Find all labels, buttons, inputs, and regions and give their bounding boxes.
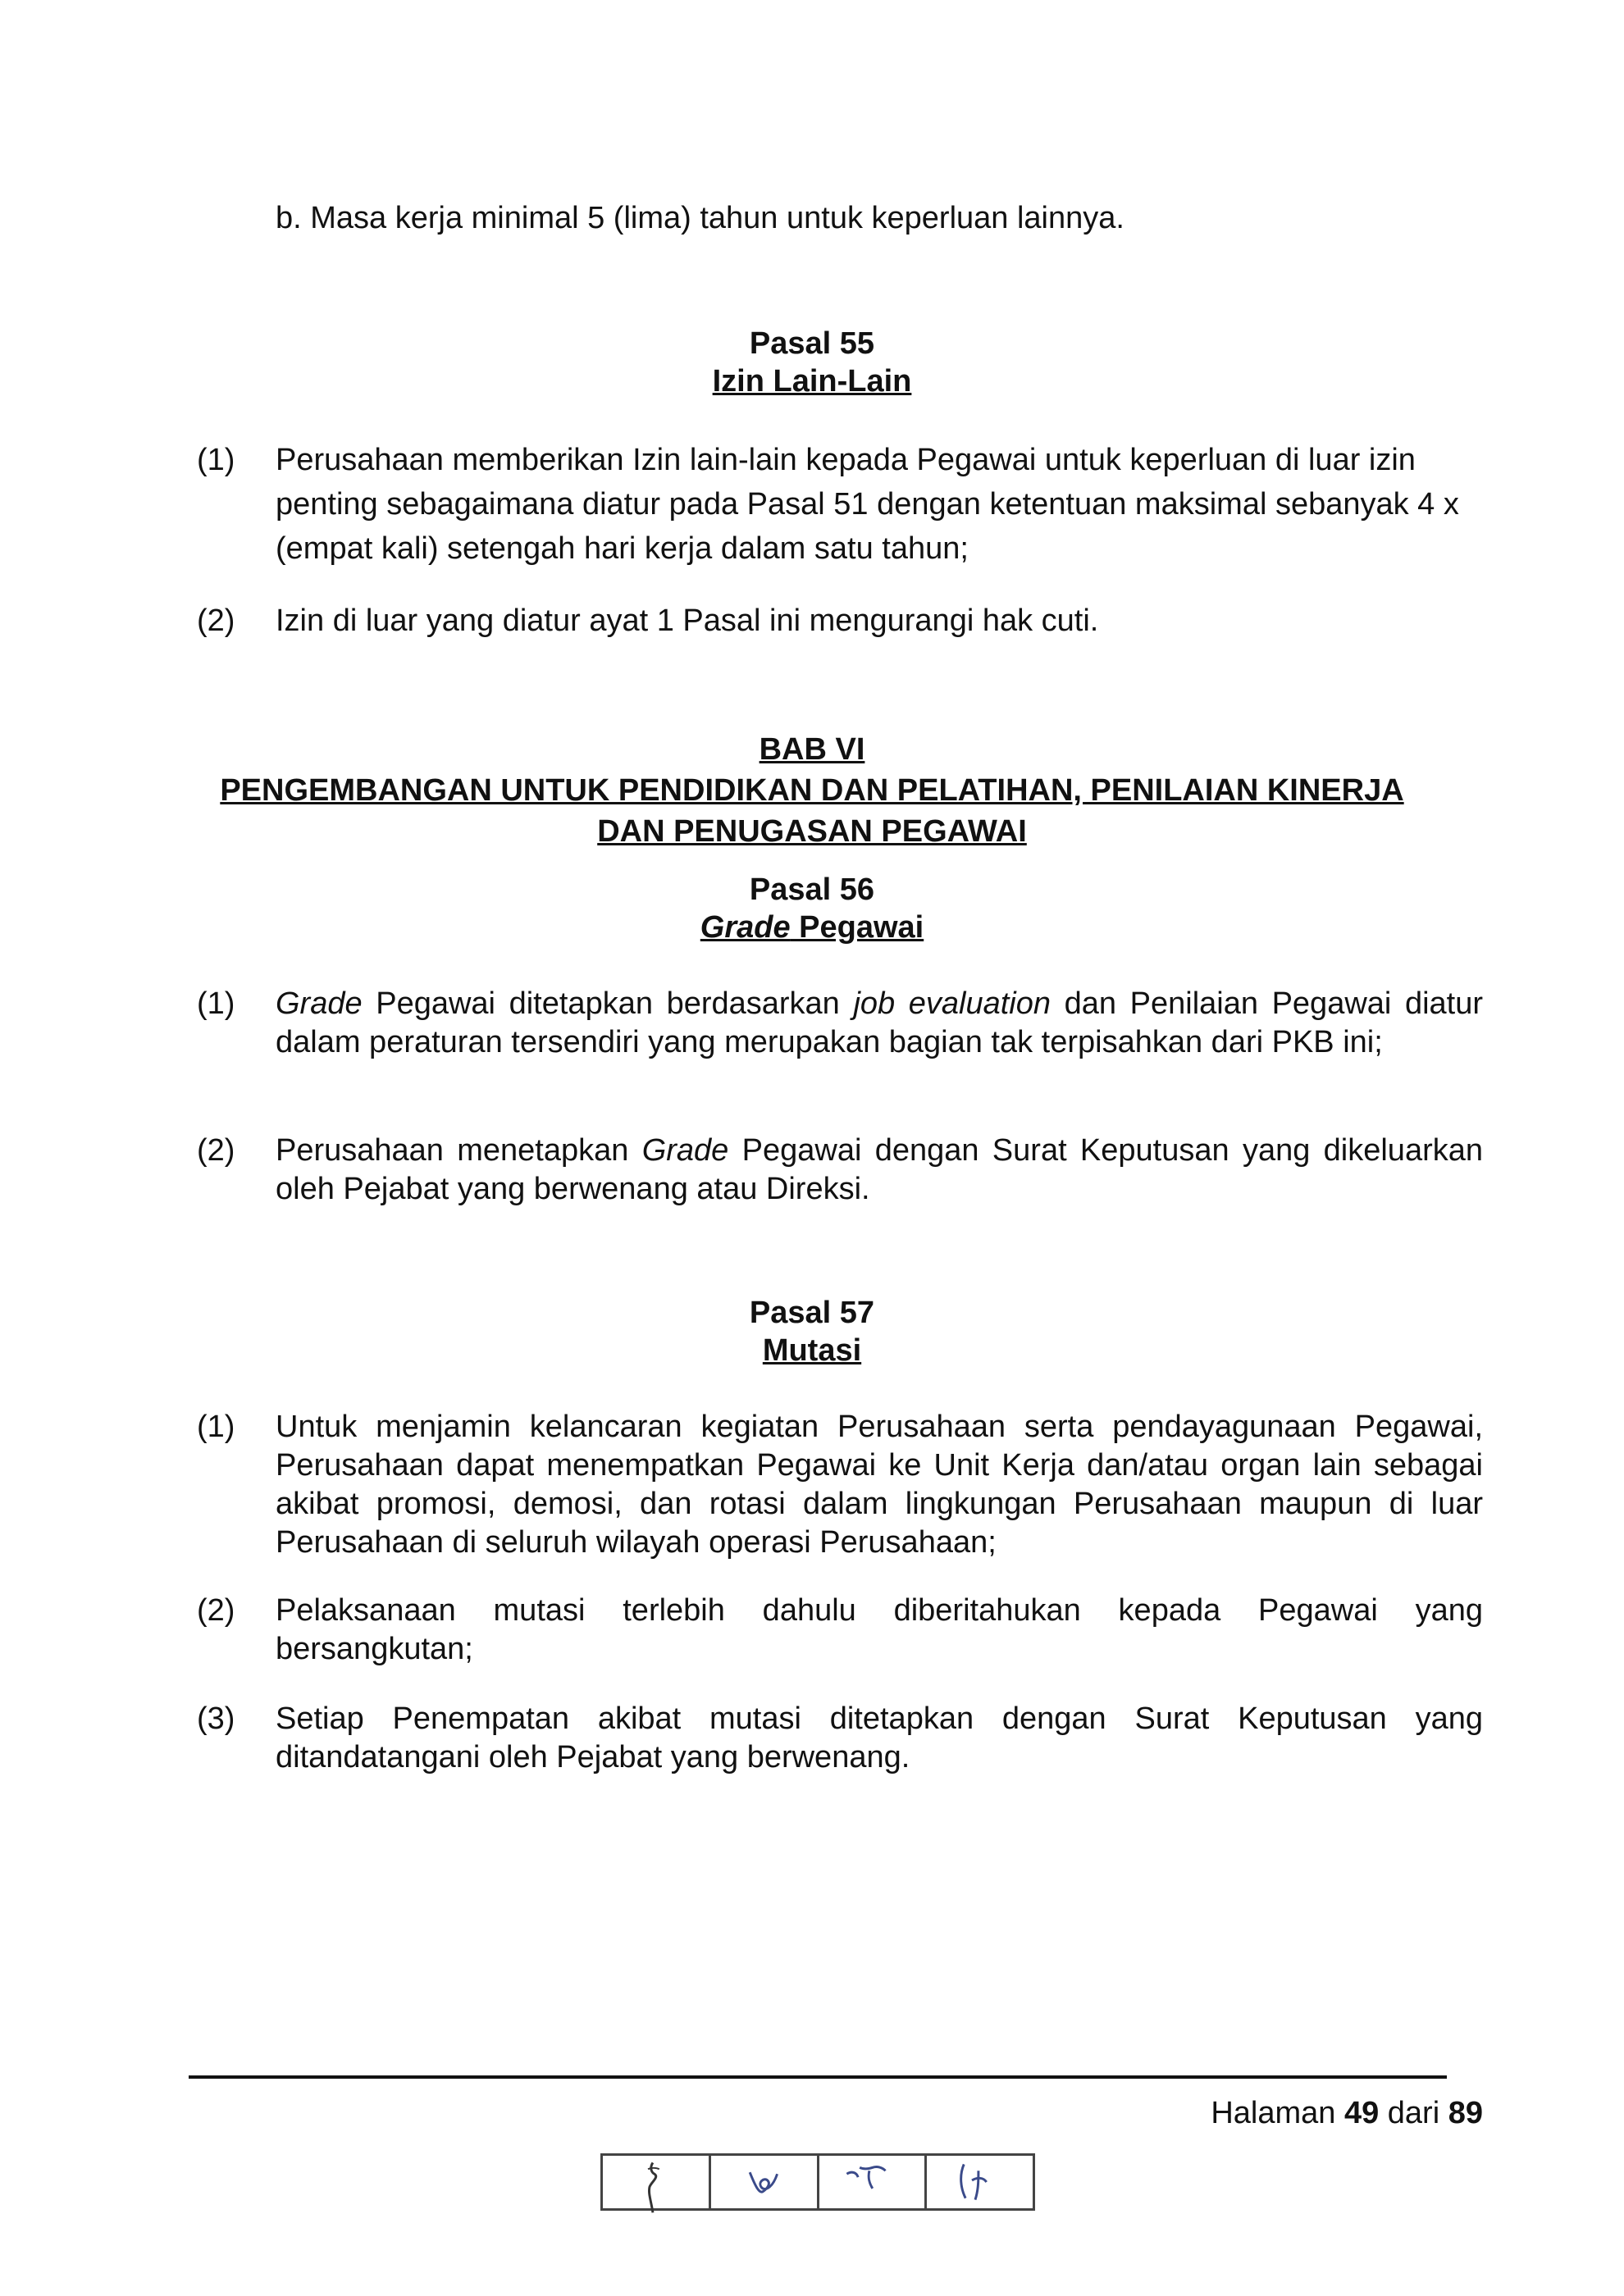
pasal-55-subtitle-wrap xyxy=(0,359,1624,403)
pasal-57-item-2-number: (2) xyxy=(197,1593,235,1628)
pasal-57-subtitle-wrap xyxy=(0,1330,1624,1371)
list-item-b: b. Masa kerja minimal 5 (lima) tahun untuk keperluan lainnya. xyxy=(276,201,1124,235)
current-page: 49 xyxy=(1343,2096,1380,2130)
pasal-55-title: Pasal 55 xyxy=(749,326,875,361)
bab-heading-line-2: DAN PENUGASAN PEGAWAI xyxy=(597,814,1027,849)
pasal-56-item-2-text xyxy=(276,1132,1483,1209)
pasal-56-item-2-number: (2) xyxy=(197,1133,235,1168)
term-grade: Grade xyxy=(641,1133,729,1168)
pasal-55-item-1-number: (1) xyxy=(197,443,235,477)
text-fragment: Pegawai ditetapkan berdasarkan xyxy=(362,986,854,1021)
pasal-56-subtitle xyxy=(0,907,1624,948)
pasal-56-item-1-text xyxy=(276,985,1483,1062)
pasal-55-item-2-number: (2) xyxy=(197,604,235,638)
pasal-55-item-1-text: Perusahaan memberikan Izin lain-lain kepada Pegawai untuk keperluan di luar izin penting sebagaimana diatur pada Pasal 51 dengan ketentuan maksimal sebanyak 4 x (empat kali) setengah hari kerja dalam satu tahun; xyxy=(276,443,1459,566)
term-grade: Grade xyxy=(276,986,363,1021)
pasal-56-subtitle-rest: Pegawai xyxy=(790,910,924,945)
initial-signature-1 xyxy=(603,2156,711,2208)
pasal-57-title: Pasal 57 xyxy=(749,1296,875,1330)
bab-title: BAB VI xyxy=(759,732,865,767)
pasal-57-subtitle: Mutasi xyxy=(762,1333,862,1368)
initials-box xyxy=(600,2153,1035,2211)
pasal-56-title: Pasal 56 xyxy=(749,872,875,907)
bab-title-wrap xyxy=(0,729,1624,770)
footer-divider xyxy=(189,2075,1447,2079)
text-fragment: Pegawai dengan Surat Keputusan yang dikeluarkan oleh Pejabat yang berwenang atau Direksi. xyxy=(276,1133,1483,1206)
initial-signature-3 xyxy=(819,2156,928,2208)
pasal-57-item-1-text: Untuk menjamin kelancaran kegiatan Perusahaan serta pendayagunaan Pegawai, Perusahaan dapat menempatkan Pegawai ke Unit Kerja dan/atau organ lain sebagai akibat promosi, demosi, dan rotasi dalam lingkungan Perusahaan maupun di luar Perusahaan di seluruh wilayah operasi Perusahaan; xyxy=(276,1410,1483,1560)
term-job-evaluation: job evaluation xyxy=(853,986,1051,1021)
bab-heading-line-2-wrap xyxy=(0,811,1624,852)
pasal-57-item-3-number: (3) xyxy=(197,1702,235,1736)
page-separator: dari xyxy=(1379,2096,1448,2130)
bab-heading-line-1-wrap xyxy=(0,770,1624,811)
text-fragment: dan Penilaian Pegawai diatur dalam peraturan tersendiri yang merupakan bagian tak terpisahkan dari PKB ini; xyxy=(276,986,1484,1059)
text-fragment: Perusahaan menetapkan xyxy=(276,1133,642,1168)
pasal-55-item-2-text: Izin di luar yang diatur ayat 1 Pasal ini mengurangi hak cuti. xyxy=(276,604,1099,638)
pasal-57-item-1-number: (1) xyxy=(197,1410,235,1444)
pasal-56-item-1-number: (1) xyxy=(197,986,235,1021)
page-number xyxy=(1211,2093,1483,2133)
page-label: Halaman xyxy=(1211,2096,1344,2130)
pasal-55-subtitle: Izin Lain-Lain xyxy=(712,364,912,399)
total-pages: 89 xyxy=(1448,2096,1483,2130)
pasal-57-item-2-text: Pelaksanaan mutasi terlebih dahulu diberitahukan kepada Pegawai yang bersangkutan; xyxy=(276,1593,1483,1666)
pasal-57-item-3-text: Setiap Penempatan akibat mutasi ditetapkan dengan Surat Keputusan yang ditandatangani oleh Pejabat yang berwenang. xyxy=(276,1702,1483,1774)
pasal-56-subtitle-italic: Grade xyxy=(700,910,791,945)
initial-signature-2 xyxy=(711,2156,819,2208)
initial-signature-4 xyxy=(927,2156,1033,2208)
bab-heading-line-1: PENGEMBANGAN UNTUK PENDIDIKAN DAN PELATIHAN, PENILAIAN KINERJA xyxy=(220,773,1404,808)
